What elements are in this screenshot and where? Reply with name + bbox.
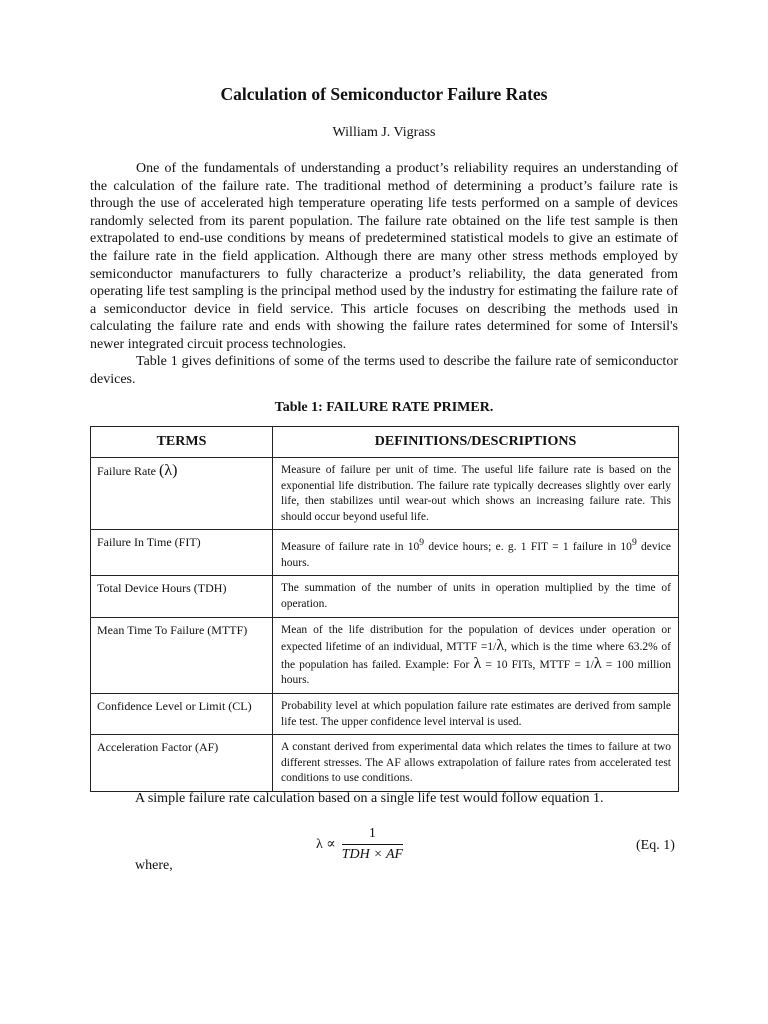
table-row xyxy=(91,530,679,576)
equation-1 xyxy=(316,826,403,863)
equation-numerator: 1 xyxy=(342,826,403,845)
table-row xyxy=(91,458,679,530)
lambda-symbol: (λ) xyxy=(158,462,178,479)
term-label: Failure Rate xyxy=(97,464,156,478)
where-text: where, xyxy=(135,858,173,873)
table-row xyxy=(91,735,679,792)
definition-text: = 100 million hours. xyxy=(281,658,672,687)
definition-cell: The summation of the number of units in operation multiplied by the time of operation. xyxy=(273,576,679,617)
header-terms: TERMS xyxy=(91,427,273,458)
exponent: 9 xyxy=(419,537,425,549)
failure-rate-primer-table xyxy=(90,426,679,792)
definition-text: = 10 FITs, MTTF = 1/ xyxy=(481,658,594,671)
table-row xyxy=(91,576,679,617)
term-cell: Confidence Level or Limit (CL) xyxy=(91,693,273,734)
definition-cell xyxy=(273,617,679,693)
definition-text: , which is the time where 63.2% of the population has failed. Example: For xyxy=(281,641,672,671)
term-cell: Acceleration Factor (AF) xyxy=(91,735,273,792)
equation-denominator: TDH × AF xyxy=(341,847,404,862)
equation-lhs: λ ∝ xyxy=(316,837,336,852)
lambda-symbol: λ xyxy=(496,637,505,655)
table-intro-paragraph: Table 1 gives definitions of some of the terms used to describe the failure rate of semiconductor devices. xyxy=(90,354,678,387)
definition-cell xyxy=(273,530,679,576)
table-row xyxy=(91,693,679,734)
definition-cell: Measure of failure per unit of time. The useful life failure rate is based on the exponential life distribution. The failure rate typically decreases slightly over early life, then stabilizes until wear-out which shows an increasing failure rate. This should occur beyond useful life. xyxy=(273,458,679,530)
equation-fraction xyxy=(342,826,403,863)
paper-author: William J. Vigrass xyxy=(332,125,436,140)
definition-text: Measure of failure rate in 10 xyxy=(281,541,420,554)
header-definitions: DEFINITIONS/DESCRIPTIONS xyxy=(273,427,679,458)
term-cell: Mean Time To Failure (MTTF) xyxy=(91,617,273,693)
definition-cell: A constant derived from experimental data which relates the times to failure at two different stresses. The AF allows extrapolation of failure rates from accelerated test conditions to use conditions. xyxy=(273,735,679,792)
table-header-row xyxy=(91,427,679,458)
lambda-symbol: λ xyxy=(473,654,482,672)
lambda-symbol: λ xyxy=(593,654,602,672)
term-cell xyxy=(91,458,273,530)
paper-title: Calculation of Semiconductor Failure Rates xyxy=(220,84,548,104)
term-cell: Failure In Time (FIT) xyxy=(91,530,273,576)
term-cell: Total Device Hours (TDH) xyxy=(91,576,273,617)
definition-text: Mean of the life distribution for the population of devices under operation or expected lifetime of an individual, MTTF =1/ xyxy=(281,623,671,654)
definition-text: device hours; e. g. 1 FIT = 1 failure in 10 xyxy=(424,541,632,554)
definition-cell: Probability level at which population failure rate estimates are derived from sample life test. The upper confidence level interval is used. xyxy=(273,693,679,734)
equation-intro-text: A simple failure rate calculation based on a single life test would follow equation 1. xyxy=(135,791,604,806)
intro-paragraph: One of the fundamentals of understanding a product’s reliability requires an understanding of the calculation of the failure rate. The traditional method of determining a product’s failure rate is through the use of accelerated high temperature operating life tests performed on a sample of devices randomly selected from its parent population. The failure rate obtained on the life test sample is then extrapolated to end-use conditions by means of predetermined statistical models to give an estimate of the failure rate in the field application. Although there are many other stress methods employed by semiconductor manufacturers to fully characterize a product’s reliability, the data generated from operating life test sampling is the principal method used by the industry for estimating the failure rate of a semiconductor device in field service. This article focuses on describing the methods used in calculating the failure rate and ends with showing the failure rates determined for some of Intersil's newer integrated circuit process technologies. xyxy=(90,161,678,352)
table-caption: Table 1: FAILURE RATE PRIMER. xyxy=(274,400,494,415)
exponent: 9 xyxy=(631,537,637,549)
equation-label: (Eq. 1) xyxy=(636,838,675,853)
definition-text: device hours. xyxy=(281,541,672,569)
table-row xyxy=(91,617,679,693)
